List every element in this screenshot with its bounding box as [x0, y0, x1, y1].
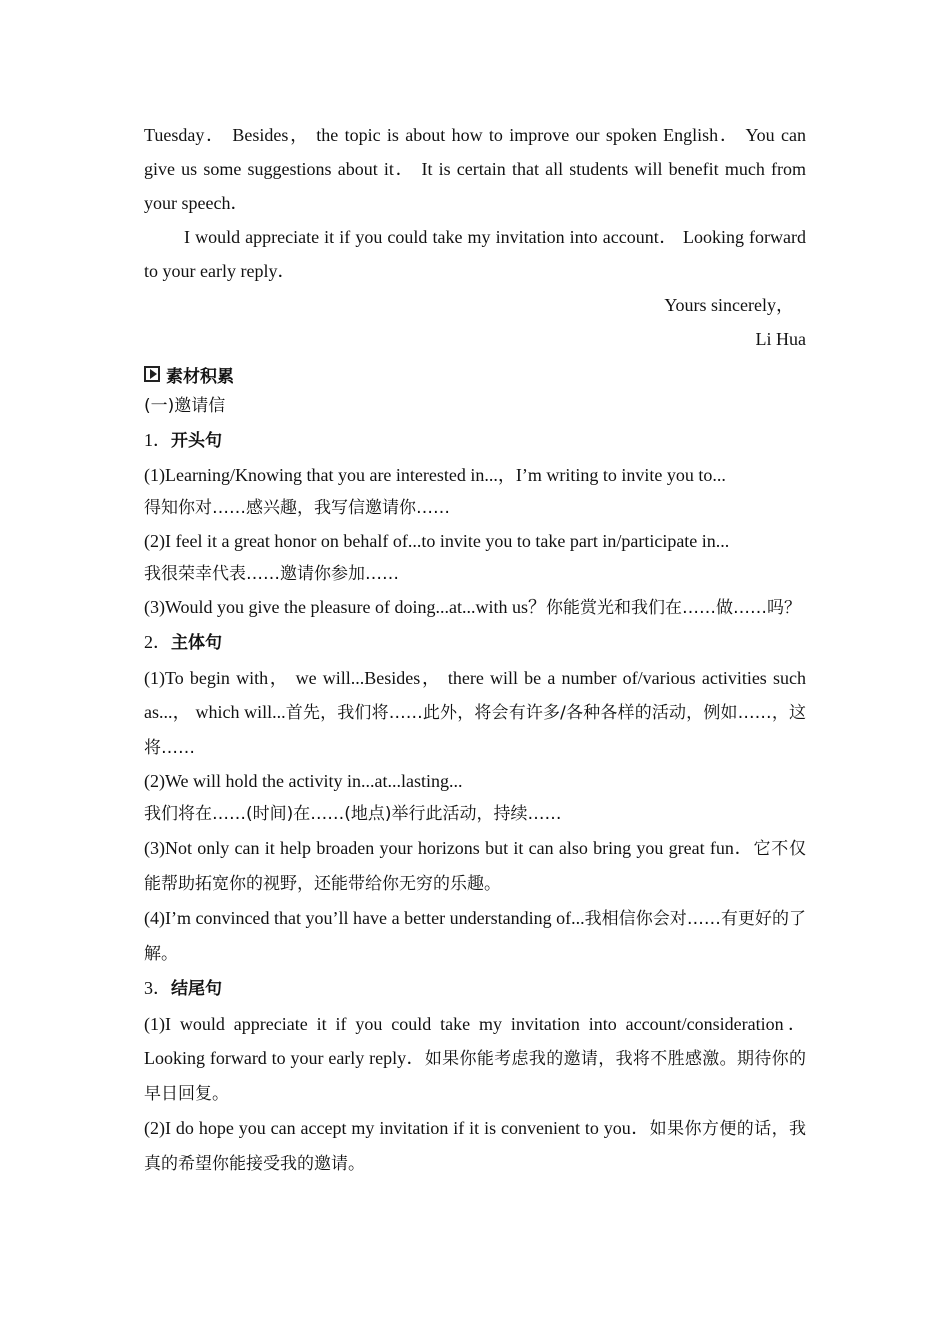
section-title: 素材积累 — [166, 366, 234, 387]
list-item: (1)To begin with， we will...Besides， there will be a number of/various activities such as...， which will...首先，我们将……此外，将会有许多/各种各样的活动，例如……，这将…… — [144, 668, 806, 758]
list-item-zh: 我们将在……(时间)在……(地点)举行此活动，持续…… — [144, 804, 562, 824]
letter-signature: Li Hua — [755, 329, 806, 349]
play-triangle-icon — [144, 366, 160, 382]
group-heading: 3．结尾句 — [144, 978, 222, 999]
list-item: (4)I’m convinced that you’ll have a better understanding of...我相信你会对……有更好的了解。 — [144, 908, 806, 964]
list-item: (3)Would you give the pleasure of doing...at...with us？你能赏光和我们在……做……吗？ — [144, 597, 801, 618]
list-item: (2)I do hope you can accept my invitation if it is convenient to you．如果你方便的话，我真的希望你能接受我的邀请。 — [144, 1118, 806, 1174]
list-item-en: (2)I feel it a great honor on behalf of...to invite you to take part in/participate in... — [144, 531, 730, 551]
letter-paragraph-2: I would appreciate it if you could take my invitation into account． Looking forward to your early reply． — [144, 227, 806, 281]
list-item-zh: 我很荣幸代表……邀请你参加…… — [144, 564, 399, 584]
section-heading — [144, 358, 806, 390]
letter-closing: Yours sincerely， — [664, 295, 794, 315]
group-heading: 1．开头句 — [144, 430, 222, 451]
group-heading: 2．主体句 — [144, 632, 222, 653]
list-item: (1)I would appreciate it if you could take my invitation into account/consideration． Looking forward to your early reply．如果你能考虑我的邀请，我将不胜感激。期待你的早日回复。 — [144, 1014, 807, 1104]
document-page — [144, 118, 806, 1181]
letter-paragraph-1: Tuesday． Besides， the topic is about how to improve our spoken English． You can give us some suggestions about it． It is certain that all students will benefit much from your speech． — [144, 125, 806, 213]
list-item-en: (1)Learning/Knowing that you are interested in...，I’m writing to invite you to... — [144, 465, 726, 485]
list-item-en: (2)We will hold the activity in...at...lasting... — [144, 771, 463, 791]
list-item: (3)Not only can it help broaden your horizons but it can also bring you great fun．它不仅能帮助拓宽你的视野，还能带给你无穷的乐趣。 — [144, 838, 807, 894]
list-item-zh: 得知你对……感兴趣，我写信邀请你…… — [144, 498, 450, 518]
section-subtitle: (一)邀请信 — [144, 396, 226, 416]
